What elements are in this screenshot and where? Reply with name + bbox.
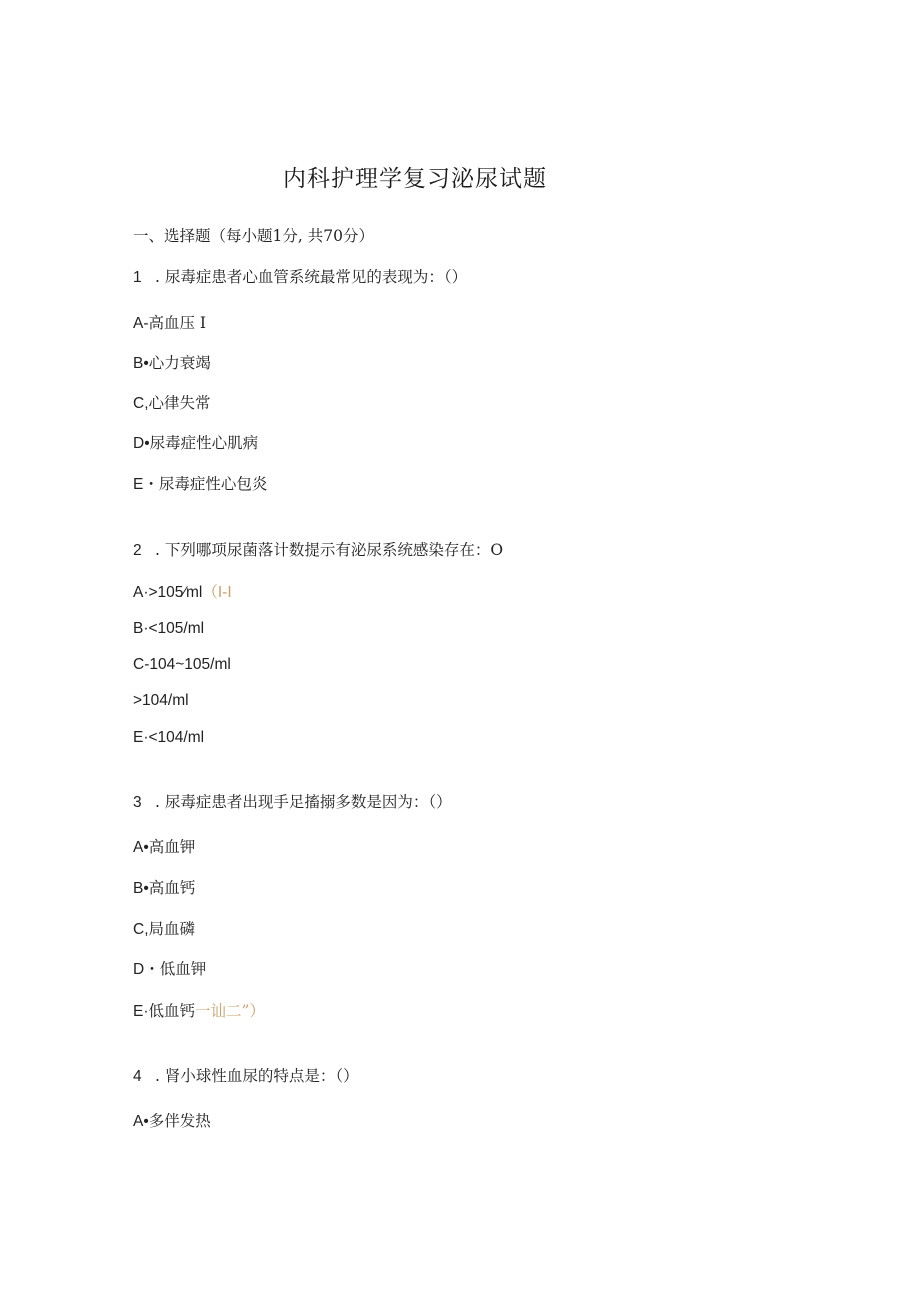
q2-option-d [133, 692, 189, 710]
q1-option-c [133, 391, 211, 413]
q4-option-a [133, 1109, 211, 1131]
option-text: 心律失常 [148, 394, 211, 412]
option-text: <104/ml [148, 729, 205, 746]
option-prefix: C- [133, 656, 150, 673]
question-4 [133, 1064, 359, 1086]
q1-option-d [133, 431, 258, 453]
faint-mark: 一讪二”） [195, 1002, 265, 1020]
q2-option-a [133, 580, 232, 602]
question-text: . 下列哪项尿菌落计数提示有泌尿系统感染存在：O [155, 541, 504, 559]
section-heading: 一、选择题（每小题1分, 共70分） [133, 227, 374, 245]
document-title: 内科护理学复习泌尿试题 [283, 166, 547, 192]
q2-option-b [133, 620, 204, 638]
question-text: . 肾小球性血尿的特点是：（） [155, 1067, 359, 1085]
q1-option-a [133, 311, 206, 333]
option-text: 高血钾 [148, 838, 196, 856]
option-prefix: D• [133, 435, 150, 452]
option-text: >104/ml [133, 692, 189, 709]
option-prefix: B• [133, 880, 149, 897]
option-text: >105∕ml [148, 584, 203, 601]
option-text: 高血压 I [148, 314, 207, 332]
question-number: 4 [133, 1068, 142, 1085]
option-prefix: A· [133, 584, 149, 601]
option-text: 104~105/ml [149, 656, 231, 673]
option-prefix: E· [133, 1003, 149, 1020]
question-number: 2 [133, 542, 142, 559]
question-2 [133, 538, 503, 560]
option-text: 低血钾 [159, 960, 207, 978]
option-prefix: A• [133, 839, 149, 856]
option-prefix: B• [133, 355, 149, 372]
option-prefix: D・ [133, 961, 160, 978]
option-prefix: C, [133, 921, 149, 938]
option-text: 尿毒症性心包炎 [158, 475, 268, 493]
q1-option-b [133, 351, 211, 373]
option-text: 多伴发热 [148, 1112, 211, 1130]
option-text: 心力衰竭 [148, 354, 211, 372]
question-text: . 尿毒症患者出现手足搐搦多数是因为：（） [155, 793, 452, 811]
q3-option-a [133, 835, 195, 857]
q3-option-d [133, 957, 206, 979]
q3-option-c [133, 917, 195, 939]
option-prefix: B· [133, 620, 149, 637]
option-text: <105/ml [148, 620, 205, 637]
q3-option-b [133, 876, 195, 898]
option-text: 低血钙 [148, 1002, 196, 1020]
q2-option-c [133, 656, 231, 674]
question-number: 1 [133, 269, 142, 286]
option-text: 局血磷 [148, 920, 196, 938]
option-prefix: E・ [133, 476, 159, 493]
q3-option-e [133, 999, 265, 1021]
question-number: 3 [133, 794, 142, 811]
question-text: . 尿毒症患者心血管系统最常见的表现为：（） [155, 268, 468, 286]
option-text: 高血钙 [148, 879, 196, 897]
option-prefix: A- [133, 315, 149, 332]
q2-option-e [133, 729, 204, 747]
q1-option-e [133, 472, 267, 494]
faint-mark: （I-I [202, 584, 232, 601]
question-3 [133, 790, 452, 812]
option-prefix: C, [133, 395, 149, 412]
question-1 [133, 265, 467, 287]
option-prefix: E· [133, 729, 149, 746]
option-prefix: A• [133, 1113, 149, 1130]
option-text: 尿毒症性心肌病 [149, 434, 259, 452]
